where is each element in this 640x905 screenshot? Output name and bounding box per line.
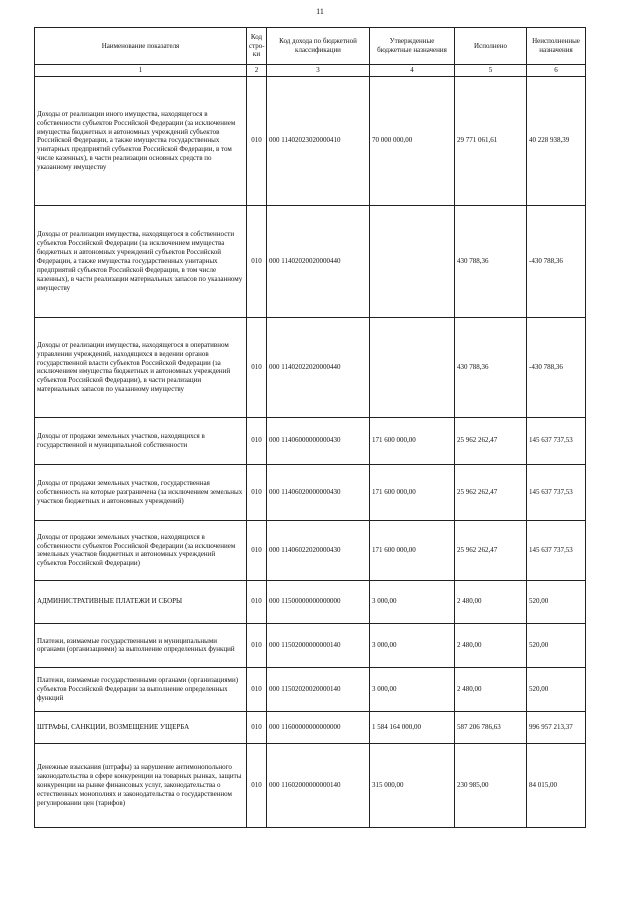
row-revenue-code: 000 11406000000000430 bbox=[267, 417, 370, 464]
column-number: 6 bbox=[527, 65, 586, 77]
row-executed: 29 771 061,61 bbox=[455, 76, 527, 205]
row-unexecuted: 40 228 938,39 bbox=[527, 76, 586, 205]
row-unexecuted: 996 957 213,37 bbox=[527, 711, 586, 743]
column-number: 3 bbox=[267, 65, 370, 77]
row-executed: 2 480,00 bbox=[455, 580, 527, 623]
row-name: Доходы от продажи земельных участков, находящихся в государственной и муниципальной собственности bbox=[35, 417, 247, 464]
table-row bbox=[35, 623, 586, 667]
row-approved: 315 000,00 bbox=[370, 743, 455, 827]
row-unexecuted: -430 788,36 bbox=[527, 205, 586, 317]
row-line-code: 010 bbox=[247, 317, 267, 417]
row-name: Денежные взыскания (штрафы) за нарушение антимонопольного законодательства в сфере конкуренции на товарных рынках, защиты конкуренции на рынке финансовых услуг, законодательства о естественных монополиях и законодательства о государственном регулировании цен (тарифов) bbox=[35, 743, 247, 827]
row-name: Доходы от реализации имущества, находящегося в оперативном управлении учреждений, находящихся в ведении органов государственной власти субъектов Российской Федерации (за исключением имущества бюджетных и автономных учреждений субъектов Российской Федерации), в части реализации материальных запасов по указанному имуществу bbox=[35, 317, 247, 417]
column-number: 1 bbox=[35, 65, 247, 77]
table-row bbox=[35, 317, 586, 417]
row-line-code: 010 bbox=[247, 667, 267, 711]
row-unexecuted: 145 637 737,53 bbox=[527, 464, 586, 520]
table-row bbox=[35, 464, 586, 520]
row-executed: 2 480,00 bbox=[455, 667, 527, 711]
row-executed: 25 962 262,47 bbox=[455, 417, 527, 464]
row-line-code: 010 bbox=[247, 623, 267, 667]
row-name: ШТРАФЫ, САНКЦИИ, ВОЗМЕЩЕНИЕ УЩЕРБА bbox=[35, 711, 247, 743]
row-executed: 25 962 262,47 bbox=[455, 520, 527, 580]
row-approved: 3 000,00 bbox=[370, 667, 455, 711]
row-line-code: 010 bbox=[247, 520, 267, 580]
row-line-code: 010 bbox=[247, 711, 267, 743]
row-line-code: 010 bbox=[247, 580, 267, 623]
row-approved: 171 600 000,00 bbox=[370, 464, 455, 520]
row-approved: 1 584 164 000,00 bbox=[370, 711, 455, 743]
table-row bbox=[35, 76, 586, 205]
table-row bbox=[35, 417, 586, 464]
row-unexecuted: 520,00 bbox=[527, 580, 586, 623]
row-unexecuted: 145 637 737,53 bbox=[527, 520, 586, 580]
row-name: АДМИНИСТРАТИВНЫЕ ПЛАТЕЖИ И СБОРЫ bbox=[35, 580, 247, 623]
row-unexecuted: 84 015,00 bbox=[527, 743, 586, 827]
header-revenue-code: Код дохода по бюджетной классификации bbox=[267, 28, 370, 65]
row-revenue-code: 000 11600000000000000 bbox=[267, 711, 370, 743]
row-unexecuted: -430 788,36 bbox=[527, 317, 586, 417]
row-name: Платежи, взимаемые государственными органами (организациями) субъектов Российской Федерации за выполнение определенных функций bbox=[35, 667, 247, 711]
row-revenue-code: 000 11502000000000140 bbox=[267, 623, 370, 667]
header-executed: Исполнено bbox=[455, 28, 527, 65]
row-approved: 3 000,00 bbox=[370, 623, 455, 667]
row-executed: 430 788,36 bbox=[455, 317, 527, 417]
row-name: Доходы от реализации иного имущества, находящегося в собственности субъектов Российской Федерации (за исключением имущества бюджетных и автономных учреждений субъектов Российской Федерации, а также имущества государственных унитарных предприятий субъектов Российской Федерации, в том числе казенных), в части реализации основных средств по указанному имуществу bbox=[35, 76, 247, 205]
row-approved bbox=[370, 317, 455, 417]
column-number: 4 bbox=[370, 65, 455, 77]
header-name: Наименование показателя bbox=[35, 28, 247, 65]
row-approved: 171 600 000,00 bbox=[370, 417, 455, 464]
row-line-code: 010 bbox=[247, 743, 267, 827]
table-row bbox=[35, 520, 586, 580]
row-revenue-code: 000 11402023020000410 bbox=[267, 76, 370, 205]
row-revenue-code: 000 11402022020000440 bbox=[267, 317, 370, 417]
row-name: Платежи, взимаемые государственными и муниципальными органами (организациями) за выполнение определенных функций bbox=[35, 623, 247, 667]
row-revenue-code: 000 11500000000000000 bbox=[267, 580, 370, 623]
table-row bbox=[35, 743, 586, 827]
revenue-table bbox=[34, 27, 586, 828]
header-line-code: Код стро- ки bbox=[247, 28, 267, 65]
row-name: Доходы от продажи земельных участков, находящихся в собственности субъектов Российской Федерации (за исключением земельных участков бюджетных и автономных учреждений субъектов Российской Федерации) bbox=[35, 520, 247, 580]
row-executed: 430 788,36 bbox=[455, 205, 527, 317]
row-approved: 70 000 000,00 bbox=[370, 76, 455, 205]
column-number-row bbox=[35, 65, 586, 77]
row-name: Доходы от реализации имущества, находящегося в собственности субъектов Российской Федерации (за исключением имущества бюджетных и автономных учреждений субъектов Российской Федерации, а также имущества государственных унитарных предприятий субъектов Российской Федерации, в том числе казенных), в части реализации материальных запасов по указанному имуществу bbox=[35, 205, 247, 317]
table-row bbox=[35, 580, 586, 623]
table-row bbox=[35, 667, 586, 711]
row-unexecuted: 145 637 737,53 bbox=[527, 417, 586, 464]
row-executed: 587 206 786,63 bbox=[455, 711, 527, 743]
row-unexecuted: 520,00 bbox=[527, 623, 586, 667]
row-name: Доходы от продажи земельных участков, государственная собственность на которые разграничена (за исключением земельных участков бюджетных и автономных учреждений) bbox=[35, 464, 247, 520]
table-row bbox=[35, 711, 586, 743]
table-row bbox=[35, 205, 586, 317]
row-line-code: 010 bbox=[247, 464, 267, 520]
header-unexecuted: Неисполненные назначения bbox=[527, 28, 586, 65]
row-line-code: 010 bbox=[247, 76, 267, 205]
row-approved: 171 600 000,00 bbox=[370, 520, 455, 580]
row-revenue-code: 000 11602000000000140 bbox=[267, 743, 370, 827]
header-approved: Утвержденные бюджетные назначения bbox=[370, 28, 455, 65]
row-revenue-code: 000 11406022020000430 bbox=[267, 520, 370, 580]
row-executed: 2 480,00 bbox=[455, 623, 527, 667]
row-line-code: 010 bbox=[247, 417, 267, 464]
row-approved bbox=[370, 205, 455, 317]
header-row bbox=[35, 28, 586, 65]
row-revenue-code: 000 11502020020000140 bbox=[267, 667, 370, 711]
row-executed: 230 985,00 bbox=[455, 743, 527, 827]
row-executed: 25 962 262,47 bbox=[455, 464, 527, 520]
row-unexecuted: 520,00 bbox=[527, 667, 586, 711]
row-line-code: 010 bbox=[247, 205, 267, 317]
page-number: 11 bbox=[316, 7, 324, 16]
column-number: 5 bbox=[455, 65, 527, 77]
row-approved: 3 000,00 bbox=[370, 580, 455, 623]
row-revenue-code: 000 11406020000000430 bbox=[267, 464, 370, 520]
column-number: 2 bbox=[247, 65, 267, 77]
row-revenue-code: 000 11402020020000440 bbox=[267, 205, 370, 317]
